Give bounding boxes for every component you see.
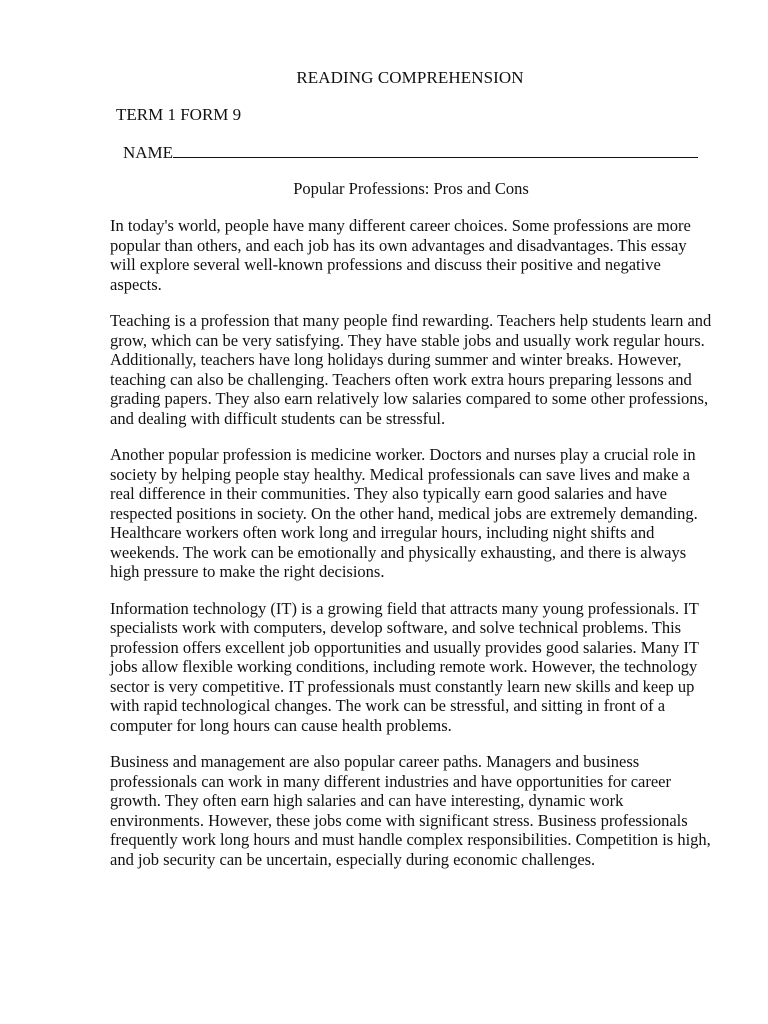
paragraph-intro: In today's world, people have many different career choices. Some professions are more popular than others, and each job has its own advantages and disadvantages. This essay will explore several well-known professions and discuss their positive and negative aspects. bbox=[110, 216, 691, 294]
name-field-line bbox=[123, 143, 698, 163]
paragraph-it: Information technology (IT) is a growing field that attracts many young professionals. IT specialists work with computers, develop software, and solve technical problems. This profession offers excellent job opportunities and usually provides good salaries. Many IT jobs allow flexible working conditions, including remote work. However, the technology sector is very competitive. IT professionals must constantly learn new skills and keep up with rapid technological changes. The work can be stressful, and sitting in front of a computer for long hours can cause health problems. bbox=[110, 598, 699, 735]
page-title: READING COMPREHENSION bbox=[296, 68, 524, 87]
paragraph-medicine: Another popular profession is medicine worker. Doctors and nurses play a crucial role in society by helping people stay healthy. Medical professionals can save lives and make a real difference in their communities. They also typically earn good salaries and have respected positions in society. On the other hand, medical jobs are extremely demanding. Healthcare workers often work long and irregular hours, including night shifts and weekends. The work can be emotionally and physically exhausting, and there is always high pressure to make the right decisions. bbox=[110, 445, 698, 581]
paragraph-teaching: Teaching is a profession that many people find rewarding. Teachers help students learn and grow, which can be very satisfying. They have stable jobs and usually work regular hours. Additionally, teachers have long holidays during summer and winter breaks. However, teaching can also be challenging. Teachers often work extra hours preparing lessons and grading papers. They also earn relatively low salaries compared to some other professions, and dealing with difficult students can be stressful. bbox=[110, 311, 712, 428]
essay-title: Popular Professions: Pros and Cons bbox=[293, 179, 529, 198]
name-blank-underline bbox=[173, 143, 698, 158]
name-label: NAME bbox=[123, 143, 174, 162]
paragraph-business: Business and management are also popular career paths. Managers and business professionals can work in many different industries and have opportunities for career growth. They often earn high salaries and can have interesting, dynamic work environments. However, these jobs come with significant stress. Business professionals frequently work long hours and must handle complex responsibilities. Competition is high, and job security can be uncertain, especially during economic challenges. bbox=[110, 752, 711, 869]
term-label: TERM 1 FORM 9 bbox=[116, 105, 242, 124]
essay-body bbox=[110, 216, 716, 886]
